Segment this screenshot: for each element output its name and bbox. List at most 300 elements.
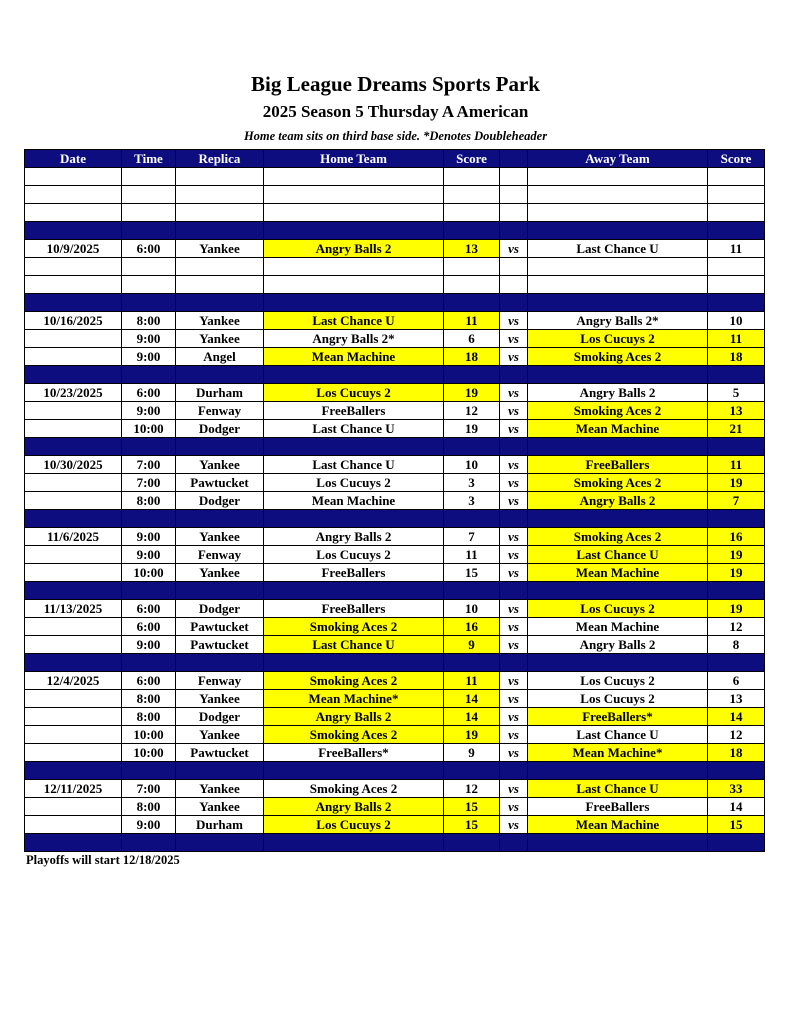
away-score-cell: 5 xyxy=(708,384,765,402)
week-separator xyxy=(25,294,765,312)
replica-cell: Yankee xyxy=(176,690,264,708)
home-team-cell: FreeBallers xyxy=(264,402,444,420)
vs-cell xyxy=(500,582,528,600)
game-row xyxy=(25,420,765,438)
time-cell: 9:00 xyxy=(122,330,176,348)
home-team-cell xyxy=(264,276,444,294)
away-team-cell: FreeBallers xyxy=(528,456,708,474)
vs-cell: vs xyxy=(500,420,528,438)
away-team-cell: Smoking Aces 2 xyxy=(528,474,708,492)
home-score-cell: 9 xyxy=(444,744,500,762)
vs-cell: vs xyxy=(500,402,528,420)
vs-cell: vs xyxy=(500,744,528,762)
time-cell xyxy=(122,294,176,312)
away-team-cell xyxy=(528,582,708,600)
replica-cell xyxy=(176,294,264,312)
game-row xyxy=(25,690,765,708)
vs-cell xyxy=(500,366,528,384)
away-score-cell: 8 xyxy=(708,636,765,654)
date-cell xyxy=(25,546,122,564)
replica-cell: Yankee xyxy=(176,330,264,348)
date-cell xyxy=(25,708,122,726)
vs-cell: vs xyxy=(500,600,528,618)
away-score-cell: 15 xyxy=(708,816,765,834)
home-score-cell: 10 xyxy=(444,456,500,474)
home-team-cell: Last Chance U xyxy=(264,312,444,330)
home-score-cell: 19 xyxy=(444,726,500,744)
away-score-cell xyxy=(708,366,765,384)
date-cell xyxy=(25,582,122,600)
away-team-cell: Last Chance U xyxy=(528,780,708,798)
home-team-cell xyxy=(264,654,444,672)
vs-cell: vs xyxy=(500,240,528,258)
away-team-cell xyxy=(528,222,708,240)
home-score-cell xyxy=(444,258,500,276)
home-score-cell: 11 xyxy=(444,672,500,690)
home-score-cell xyxy=(444,834,500,852)
game-row xyxy=(25,780,765,798)
away-team-cell: Los Cucuys 2 xyxy=(528,330,708,348)
date-cell xyxy=(25,186,122,204)
time-cell: 7:00 xyxy=(122,456,176,474)
replica-cell xyxy=(176,186,264,204)
home-team-cell xyxy=(264,510,444,528)
home-team-cell xyxy=(264,762,444,780)
away-team-cell: Angry Balls 2 xyxy=(528,636,708,654)
home-team-cell: Angry Balls 2 xyxy=(264,528,444,546)
home-team-cell xyxy=(264,168,444,186)
home-score-cell xyxy=(444,204,500,222)
time-cell: 10:00 xyxy=(122,420,176,438)
away-team-cell: Los Cucuys 2 xyxy=(528,600,708,618)
home-score-cell: 11 xyxy=(444,546,500,564)
away-team-cell xyxy=(528,204,708,222)
time-cell: 10:00 xyxy=(122,564,176,582)
replica-cell: Yankee xyxy=(176,312,264,330)
date-cell xyxy=(25,348,122,366)
vs-cell: vs xyxy=(500,456,528,474)
away-score-cell xyxy=(708,582,765,600)
time-cell xyxy=(122,186,176,204)
away-score-cell: 11 xyxy=(708,456,765,474)
replica-cell: Yankee xyxy=(176,780,264,798)
week-separator xyxy=(25,834,765,852)
time-cell: 8:00 xyxy=(122,690,176,708)
away-score-cell xyxy=(708,222,765,240)
home-team-cell: FreeBallers xyxy=(264,564,444,582)
date-cell: 10/23/2025 xyxy=(25,384,122,402)
replica-cell xyxy=(176,510,264,528)
home-score-cell: 13 xyxy=(444,240,500,258)
replica-cell xyxy=(176,222,264,240)
blank-row xyxy=(25,258,765,276)
time-cell xyxy=(122,258,176,276)
col-header-vs xyxy=(500,150,528,168)
away-score-cell: 18 xyxy=(708,744,765,762)
away-score-cell: 13 xyxy=(708,402,765,420)
time-cell xyxy=(122,204,176,222)
home-team-cell xyxy=(264,438,444,456)
home-team-cell xyxy=(264,366,444,384)
time-cell xyxy=(122,762,176,780)
home-score-cell: 12 xyxy=(444,402,500,420)
home-score-cell: 7 xyxy=(444,528,500,546)
time-cell: 9:00 xyxy=(122,816,176,834)
schedule-note: Home team sits on third base side. *Denotes Doubleheader xyxy=(243,129,548,143)
away-team-cell xyxy=(528,654,708,672)
away-score-cell xyxy=(708,762,765,780)
date-cell xyxy=(25,402,122,420)
away-team-cell: Smoking Aces 2 xyxy=(528,402,708,420)
date-cell xyxy=(25,276,122,294)
home-score-cell: 15 xyxy=(444,816,500,834)
replica-cell: Yankee xyxy=(176,726,264,744)
away-team-cell: Mean Machine xyxy=(528,816,708,834)
date-cell: 11/6/2025 xyxy=(25,528,122,546)
replica-cell: Yankee xyxy=(176,240,264,258)
vs-cell: vs xyxy=(500,780,528,798)
away-score-cell: 7 xyxy=(708,492,765,510)
vs-cell: vs xyxy=(500,312,528,330)
game-row xyxy=(25,546,765,564)
home-score-cell xyxy=(444,762,500,780)
replica-cell: Dodger xyxy=(176,708,264,726)
replica-cell: Yankee xyxy=(176,564,264,582)
home-team-cell: Angry Balls 2* xyxy=(264,330,444,348)
replica-cell xyxy=(176,582,264,600)
away-team-cell: Last Chance U xyxy=(528,726,708,744)
time-cell: 8:00 xyxy=(122,492,176,510)
away-team-cell xyxy=(528,168,708,186)
vs-cell: vs xyxy=(500,690,528,708)
date-cell xyxy=(25,492,122,510)
vs-cell xyxy=(500,186,528,204)
home-team-cell: FreeBallers xyxy=(264,600,444,618)
home-team-cell: Last Chance U xyxy=(264,636,444,654)
home-team-cell: Los Cucuys 2 xyxy=(264,474,444,492)
away-score-cell xyxy=(708,276,765,294)
home-score-cell xyxy=(444,222,500,240)
vs-cell xyxy=(500,276,528,294)
away-score-cell: 18 xyxy=(708,348,765,366)
away-team-cell xyxy=(528,186,708,204)
replica-cell xyxy=(176,168,264,186)
home-score-cell xyxy=(444,510,500,528)
vs-cell: vs xyxy=(500,474,528,492)
away-team-cell: FreeBallers* xyxy=(528,708,708,726)
away-team-cell: Last Chance U xyxy=(528,546,708,564)
away-score-cell xyxy=(708,168,765,186)
week-separator xyxy=(25,366,765,384)
vs-cell xyxy=(500,294,528,312)
home-score-cell: 10 xyxy=(444,600,500,618)
home-team-cell: Mean Machine xyxy=(264,348,444,366)
vs-cell xyxy=(500,222,528,240)
date-cell: 11/13/2025 xyxy=(25,600,122,618)
away-score-cell: 16 xyxy=(708,528,765,546)
away-score-cell: 33 xyxy=(708,780,765,798)
away-team-cell xyxy=(528,834,708,852)
replica-cell: Fenway xyxy=(176,672,264,690)
schedule-body xyxy=(25,168,765,852)
time-cell xyxy=(122,834,176,852)
home-score-cell: 6 xyxy=(444,330,500,348)
vs-cell xyxy=(500,438,528,456)
game-row xyxy=(25,816,765,834)
game-row xyxy=(25,564,765,582)
home-score-cell: 19 xyxy=(444,420,500,438)
away-score-cell: 12 xyxy=(708,618,765,636)
page-subtitle: 2025 Season 5 Thursday A American xyxy=(262,102,529,121)
week-separator xyxy=(25,510,765,528)
vs-cell: vs xyxy=(500,672,528,690)
home-team-cell: Smoking Aces 2 xyxy=(264,618,444,636)
date-cell xyxy=(25,366,122,384)
replica-cell: Dodger xyxy=(176,420,264,438)
away-score-cell xyxy=(708,204,765,222)
away-team-cell xyxy=(528,762,708,780)
game-row xyxy=(25,708,765,726)
home-score-cell: 16 xyxy=(444,618,500,636)
home-team-cell xyxy=(264,834,444,852)
home-score-cell xyxy=(444,294,500,312)
home-team-cell: Mean Machine xyxy=(264,492,444,510)
replica-cell xyxy=(176,762,264,780)
vs-cell xyxy=(500,762,528,780)
away-team-cell xyxy=(528,294,708,312)
time-cell xyxy=(122,582,176,600)
home-score-cell: 14 xyxy=(444,708,500,726)
away-score-cell: 11 xyxy=(708,330,765,348)
home-team-cell: Last Chance U xyxy=(264,456,444,474)
time-cell: 10:00 xyxy=(122,744,176,762)
game-row xyxy=(25,402,765,420)
away-team-cell: Angry Balls 2 xyxy=(528,384,708,402)
away-score-cell: 14 xyxy=(708,708,765,726)
away-team-cell: Last Chance U xyxy=(528,240,708,258)
home-score-cell xyxy=(444,366,500,384)
away-score-cell: 12 xyxy=(708,726,765,744)
week-separator xyxy=(25,582,765,600)
home-team-cell: Smoking Aces 2 xyxy=(264,780,444,798)
vs-cell: vs xyxy=(500,546,528,564)
replica-cell: Pawtucket xyxy=(176,636,264,654)
game-row xyxy=(25,312,765,330)
home-score-cell: 15 xyxy=(444,798,500,816)
vs-cell: vs xyxy=(500,726,528,744)
vs-cell xyxy=(500,204,528,222)
away-team-cell: Smoking Aces 2 xyxy=(528,528,708,546)
blank-row xyxy=(25,168,765,186)
away-score-cell xyxy=(708,294,765,312)
away-team-cell: Los Cucuys 2 xyxy=(528,672,708,690)
away-team-cell xyxy=(528,276,708,294)
replica-cell xyxy=(176,654,264,672)
away-score-cell xyxy=(708,834,765,852)
time-cell: 9:00 xyxy=(122,348,176,366)
home-score-cell: 14 xyxy=(444,690,500,708)
vs-cell xyxy=(500,510,528,528)
vs-cell xyxy=(500,654,528,672)
week-separator xyxy=(25,438,765,456)
home-score-cell: 12 xyxy=(444,780,500,798)
date-cell: 10/16/2025 xyxy=(25,312,122,330)
date-cell xyxy=(25,222,122,240)
away-score-cell xyxy=(708,654,765,672)
replica-cell: Angel xyxy=(176,348,264,366)
date-cell: 10/9/2025 xyxy=(25,240,122,258)
date-cell: 12/11/2025 xyxy=(25,780,122,798)
game-row xyxy=(25,456,765,474)
home-team-cell: Smoking Aces 2 xyxy=(264,672,444,690)
game-row xyxy=(25,600,765,618)
away-score-cell: 10 xyxy=(708,312,765,330)
replica-cell: Dodger xyxy=(176,492,264,510)
time-cell: 9:00 xyxy=(122,402,176,420)
replica-cell: Yankee xyxy=(176,456,264,474)
home-team-cell xyxy=(264,582,444,600)
home-team-cell: Smoking Aces 2 xyxy=(264,726,444,744)
home-team-cell xyxy=(264,204,444,222)
vs-cell xyxy=(500,258,528,276)
date-cell xyxy=(25,636,122,654)
time-cell: 8:00 xyxy=(122,312,176,330)
home-score-cell: 15 xyxy=(444,564,500,582)
time-cell: 9:00 xyxy=(122,636,176,654)
date-cell xyxy=(25,294,122,312)
game-row xyxy=(25,672,765,690)
away-score-cell: 14 xyxy=(708,798,765,816)
time-cell: 9:00 xyxy=(122,546,176,564)
away-team-cell: Mean Machine xyxy=(528,618,708,636)
time-cell: 6:00 xyxy=(122,618,176,636)
home-team-cell: Last Chance U xyxy=(264,420,444,438)
away-team-cell: Mean Machine* xyxy=(528,744,708,762)
home-team-cell: Los Cucuys 2 xyxy=(264,546,444,564)
schedule-table xyxy=(24,149,765,852)
replica-cell: Dodger xyxy=(176,600,264,618)
col-header-date: Date xyxy=(25,150,122,168)
time-cell: 6:00 xyxy=(122,384,176,402)
game-row xyxy=(25,726,765,744)
date-cell xyxy=(25,168,122,186)
date-cell xyxy=(25,726,122,744)
home-score-cell: 3 xyxy=(444,492,500,510)
date-cell xyxy=(25,816,122,834)
time-cell: 8:00 xyxy=(122,708,176,726)
date-cell xyxy=(25,204,122,222)
home-score-cell xyxy=(444,438,500,456)
time-cell xyxy=(122,510,176,528)
vs-cell: vs xyxy=(500,618,528,636)
time-cell: 9:00 xyxy=(122,528,176,546)
game-row xyxy=(25,384,765,402)
home-team-cell: Los Cucuys 2 xyxy=(264,384,444,402)
away-score-cell: 6 xyxy=(708,672,765,690)
blank-row xyxy=(25,204,765,222)
date-cell xyxy=(25,618,122,636)
blank-row xyxy=(25,276,765,294)
vs-cell: vs xyxy=(500,708,528,726)
col-header-away-score: Score xyxy=(708,150,765,168)
game-row xyxy=(25,744,765,762)
replica-cell: Fenway xyxy=(176,402,264,420)
date-cell xyxy=(25,474,122,492)
game-row xyxy=(25,492,765,510)
date-cell xyxy=(25,744,122,762)
home-score-cell xyxy=(444,186,500,204)
away-score-cell: 21 xyxy=(708,420,765,438)
col-header-replica: Replica xyxy=(176,150,264,168)
date-cell xyxy=(25,330,122,348)
home-team-cell: FreeBallers* xyxy=(264,744,444,762)
home-score-cell: 9 xyxy=(444,636,500,654)
week-separator xyxy=(25,222,765,240)
replica-cell: Pawtucket xyxy=(176,744,264,762)
time-cell: 6:00 xyxy=(122,240,176,258)
away-score-cell xyxy=(708,186,765,204)
time-cell: 7:00 xyxy=(122,474,176,492)
home-team-cell xyxy=(264,294,444,312)
home-team-cell: Angry Balls 2 xyxy=(264,240,444,258)
home-team-cell: Los Cucuys 2 xyxy=(264,816,444,834)
away-team-cell xyxy=(528,438,708,456)
date-cell xyxy=(25,834,122,852)
away-score-cell: 19 xyxy=(708,564,765,582)
away-team-cell: Smoking Aces 2 xyxy=(528,348,708,366)
game-row xyxy=(25,636,765,654)
game-row xyxy=(25,528,765,546)
away-team-cell: Los Cucuys 2 xyxy=(528,690,708,708)
vs-cell: vs xyxy=(500,528,528,546)
away-team-cell: Mean Machine xyxy=(528,564,708,582)
away-team-cell xyxy=(528,366,708,384)
time-cell xyxy=(122,222,176,240)
vs-cell: vs xyxy=(500,492,528,510)
vs-cell xyxy=(500,834,528,852)
blank-row xyxy=(25,186,765,204)
replica-cell xyxy=(176,204,264,222)
time-cell: 8:00 xyxy=(122,798,176,816)
playoffs-note: Playoffs will start 12/18/2025 xyxy=(26,853,180,867)
time-cell: 10:00 xyxy=(122,726,176,744)
replica-cell: Yankee xyxy=(176,798,264,816)
game-row xyxy=(25,618,765,636)
vs-cell: vs xyxy=(500,330,528,348)
home-score-cell: 18 xyxy=(444,348,500,366)
home-score-cell xyxy=(444,168,500,186)
date-cell xyxy=(25,798,122,816)
vs-cell: vs xyxy=(500,816,528,834)
date-cell: 10/30/2025 xyxy=(25,456,122,474)
time-cell: 6:00 xyxy=(122,600,176,618)
replica-cell xyxy=(176,276,264,294)
vs-cell: vs xyxy=(500,798,528,816)
replica-cell xyxy=(176,258,264,276)
away-team-cell: Angry Balls 2* xyxy=(528,312,708,330)
time-cell xyxy=(122,654,176,672)
header-row xyxy=(25,150,765,168)
home-score-cell xyxy=(444,582,500,600)
home-team-cell: Angry Balls 2 xyxy=(264,798,444,816)
time-cell: 6:00 xyxy=(122,672,176,690)
replica-cell: Yankee xyxy=(176,528,264,546)
home-score-cell: 11 xyxy=(444,312,500,330)
date-cell xyxy=(25,420,122,438)
time-cell xyxy=(122,366,176,384)
date-cell xyxy=(25,438,122,456)
away-team-cell: FreeBallers xyxy=(528,798,708,816)
